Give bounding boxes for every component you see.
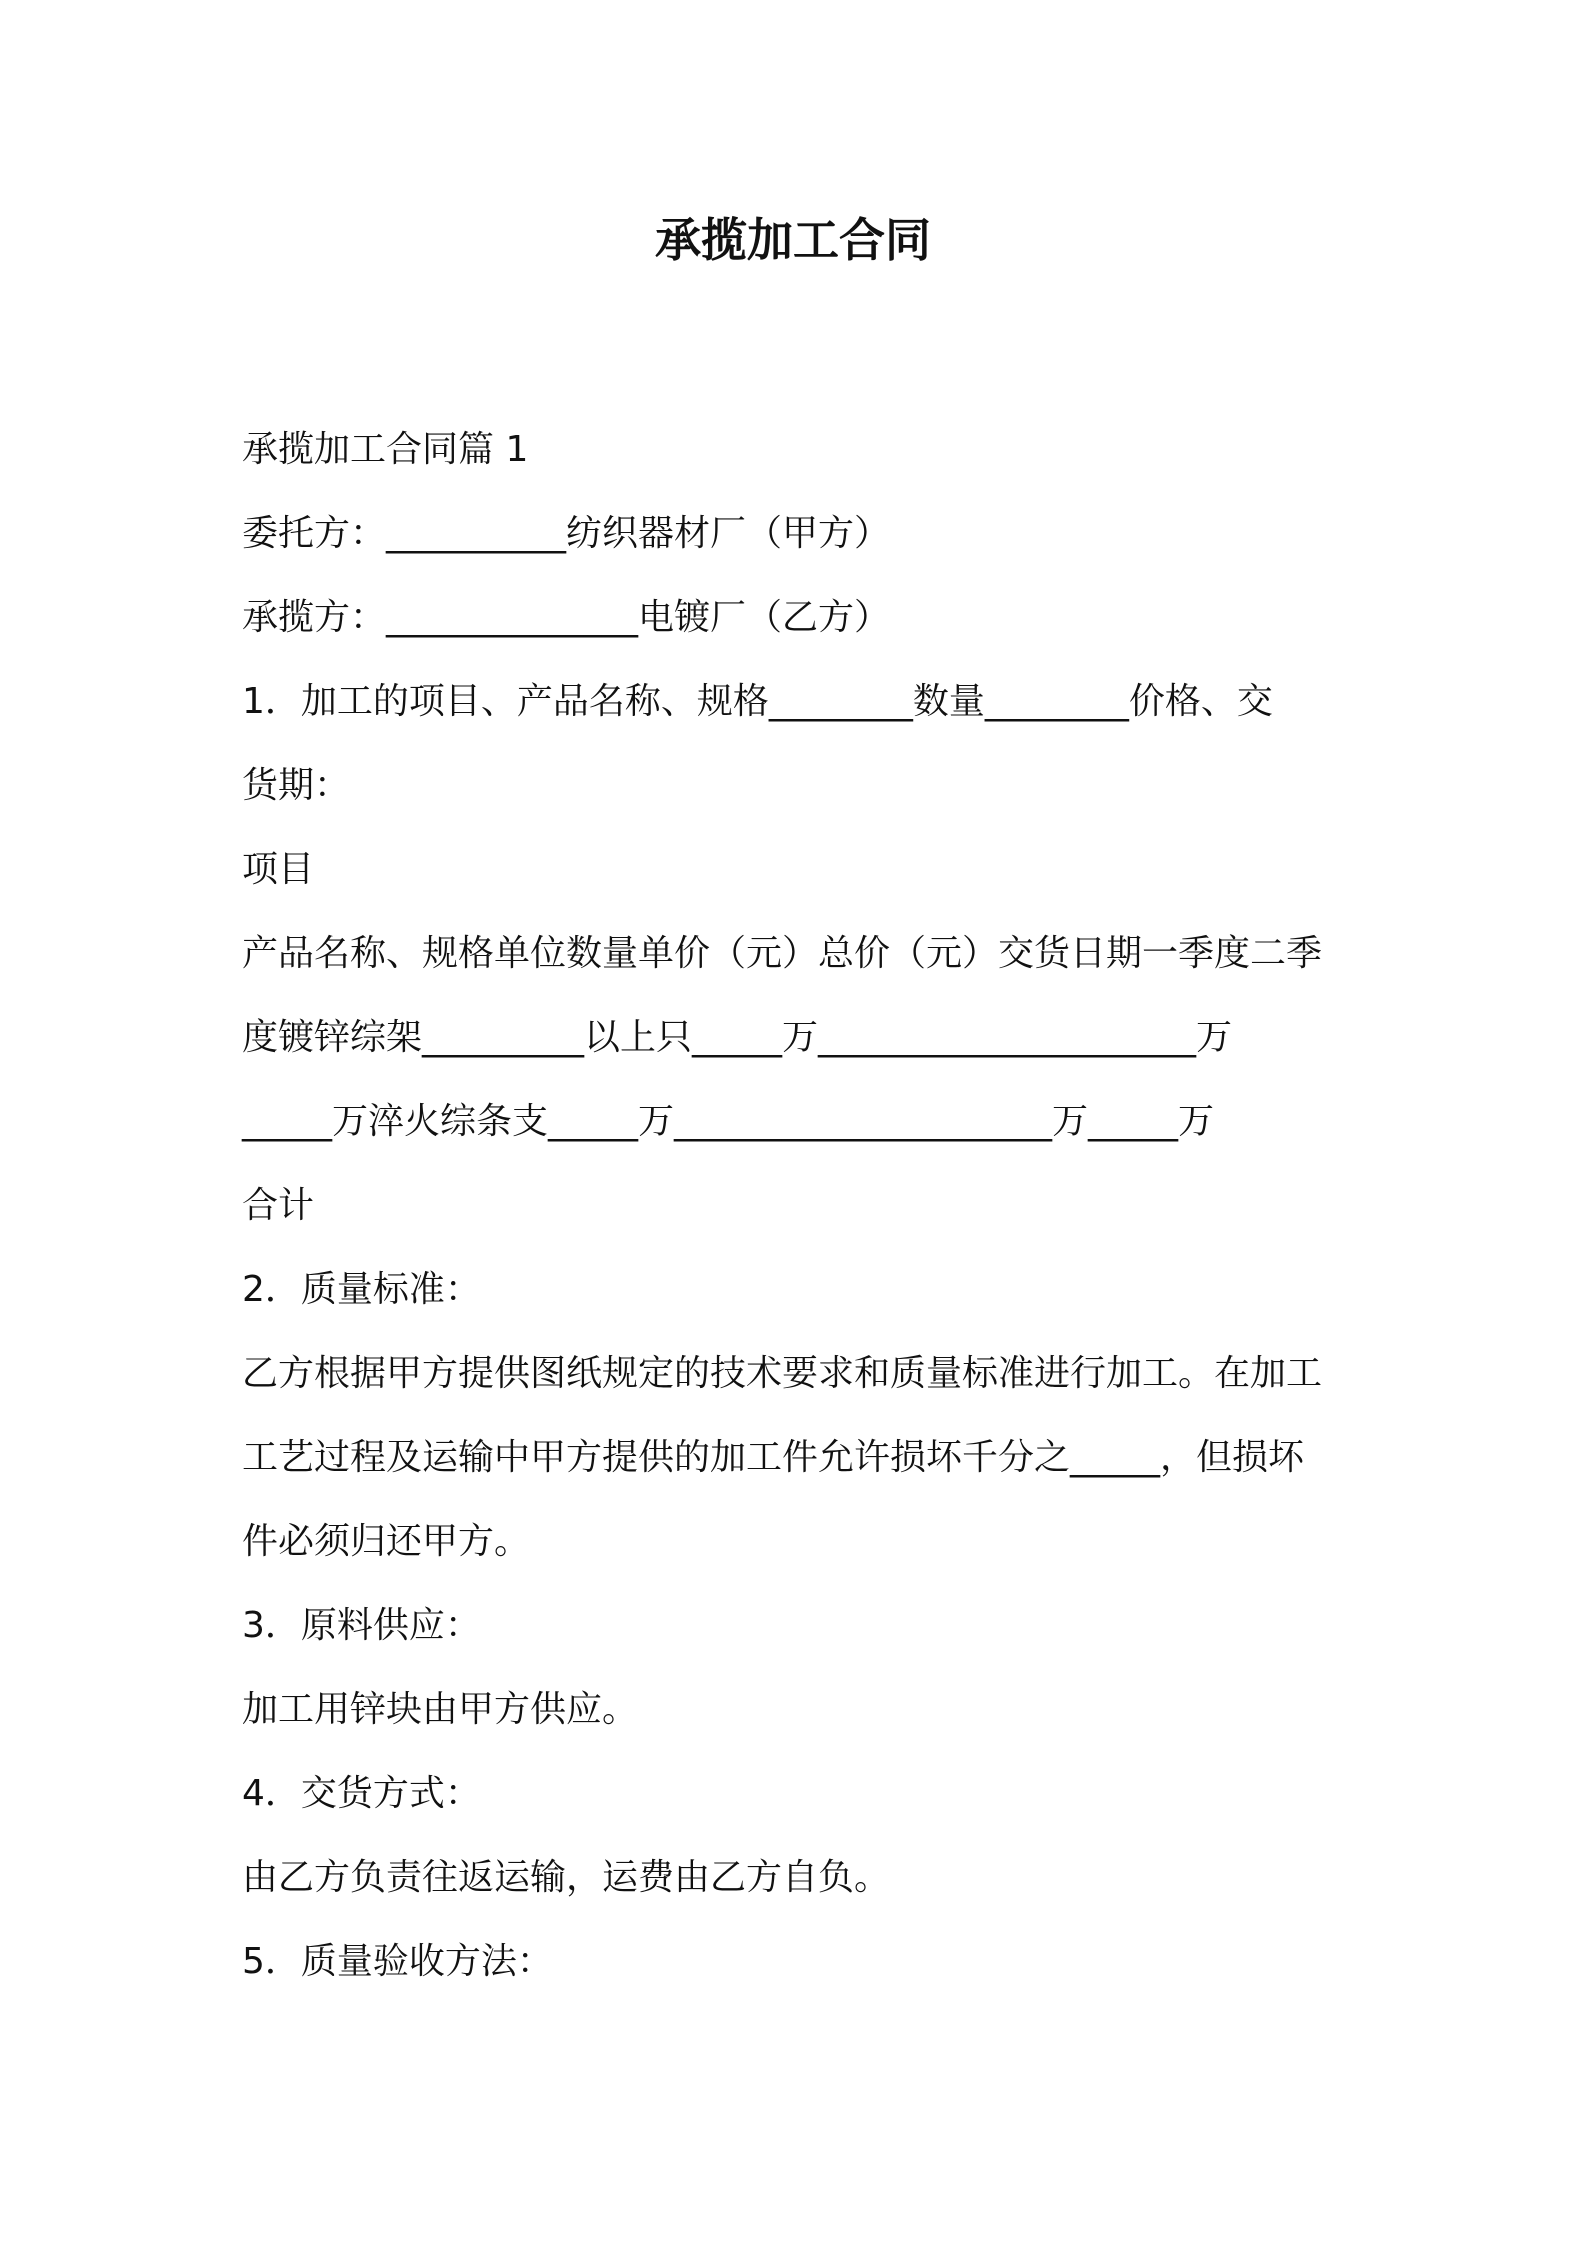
item-row-1: 度镀锌综架_________以上只_____万_____________________万	[242, 1017, 1233, 1058]
clause-3-text: 加工用锌块由甲方供应。	[242, 1689, 639, 1730]
document-title: 承揽加工合同	[655, 213, 931, 267]
item-table-header: 产品名称、规格单位数量单价（元）总价（元）交货日期一季度二季	[242, 933, 1323, 974]
clause-4-heading: 4．交货方式：	[242, 1773, 481, 1814]
contractor-party-line: 承揽方：______________电镀厂（乙方）	[242, 597, 891, 638]
clause-2-heading: 2．质量标准：	[242, 1269, 481, 1310]
clause-2-text: 工艺过程及运输中甲方提供的加工件允许损坏千分之_____，但损坏	[242, 1437, 1305, 1478]
section-heading: 承揽加工合同篇 1	[242, 429, 529, 470]
clause-4-text: 由乙方负责往返运输，运费由乙方自负。	[242, 1857, 891, 1898]
project-label: 项目	[242, 849, 315, 890]
total-label: 合计	[242, 1185, 315, 1226]
clause-3-heading: 3．原料供应：	[242, 1605, 481, 1646]
client-party-line: 委托方：__________纺织器材厂（甲方）	[242, 513, 891, 554]
clause-2-text: 乙方根据甲方提供图纸规定的技术要求和质量标准进行加工。在加工	[242, 1353, 1323, 1394]
clause-5-heading: 5．质量验收方法：	[242, 1941, 553, 1982]
clause-2-text: 件必须归还甲方。	[242, 1521, 531, 1562]
clause-1-line: 1．加工的项目、产品名称、规格________数量________价格、交	[242, 681, 1273, 722]
item-row-2: _____万淬火综条支_____万_____________________万_____万	[242, 1101, 1215, 1142]
clause-1-continued: 货期：	[242, 765, 351, 806]
document-body	[242, 408, 1362, 2004]
